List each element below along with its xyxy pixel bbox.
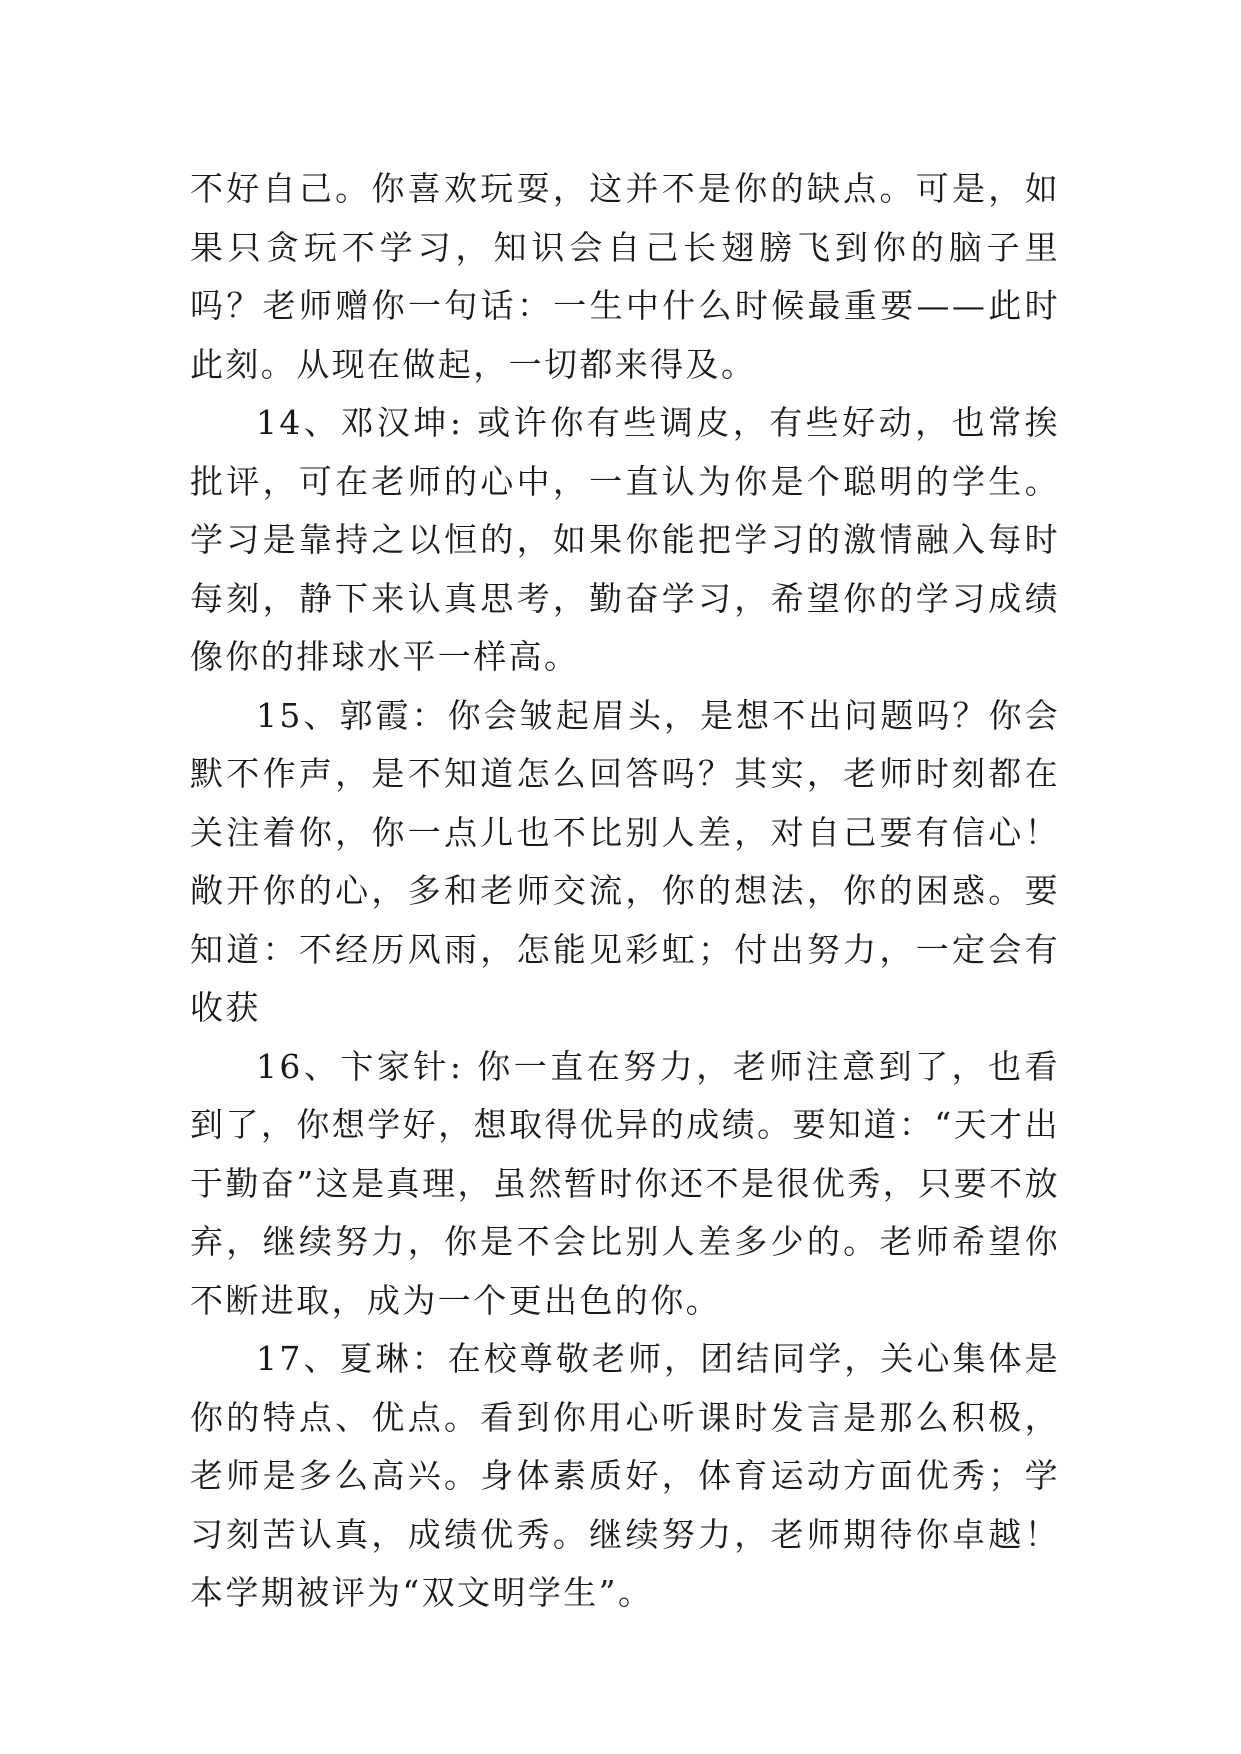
- document-body: [190, 160, 1060, 1623]
- paragraph-comment-17: 17、夏琳：在校尊敬老师，团结同学，关心集体是你的特点、优点。看到你用心听课时发言是那么积极，老师是多么高兴。身体素质好，体育运动方面优秀；学习刻苦认真，成绩优秀。继续努力，老师期待你卓越！本学期被评为“双文明学生”。: [190, 1339, 1060, 1612]
- paragraph-comment-14: 14、邓汉坤: 或许你有些调皮，有些好动，也常挨批评，可在老师的心中，一直认为你是个聪明的学生。学习是靠持之以恒的，如果你能把学习的激情融入每时每刻，静下来认真思考，勤奋学习，希望你的学习成绩像你的排球水平一样高。: [190, 403, 1060, 676]
- paragraph-continuation: 不好自己。你喜欢玩耍，这并不是你的缺点。可是，如果只贪玩不学习，知识会自己长翅膀飞到你的脑子里吗？老师赠你一句话：一生中什么时候最重要——此时此刻。从现在做起，一切都来得及。: [190, 169, 1060, 384]
- paragraph-comment-16: 16、卞家针: 你一直在努力，老师注意到了，也看到了，你想学好，想取得优异的成绩。要知道：“天才出于勤奋”这是真理，虽然暂时你还不是很优秀，只要不放弃，继续努力，你是不会比别人差多少的。老师希望你不断进取，成为一个更出色的你。: [190, 1046, 1060, 1320]
- paragraph-comment-15: 15、郭霞：你会皱起眉头，是想不出问题吗？你会默不作声，是不知道怎么回答吗？其实，老师时刻都在关注着你，你一点儿也不比别人差，对自己要有信心！敞开你的心，多和老师交流，你的想法，你的困惑。要知道：不经历风雨，怎能见彩虹；付出努力，一定会有收获: [190, 695, 1060, 1027]
